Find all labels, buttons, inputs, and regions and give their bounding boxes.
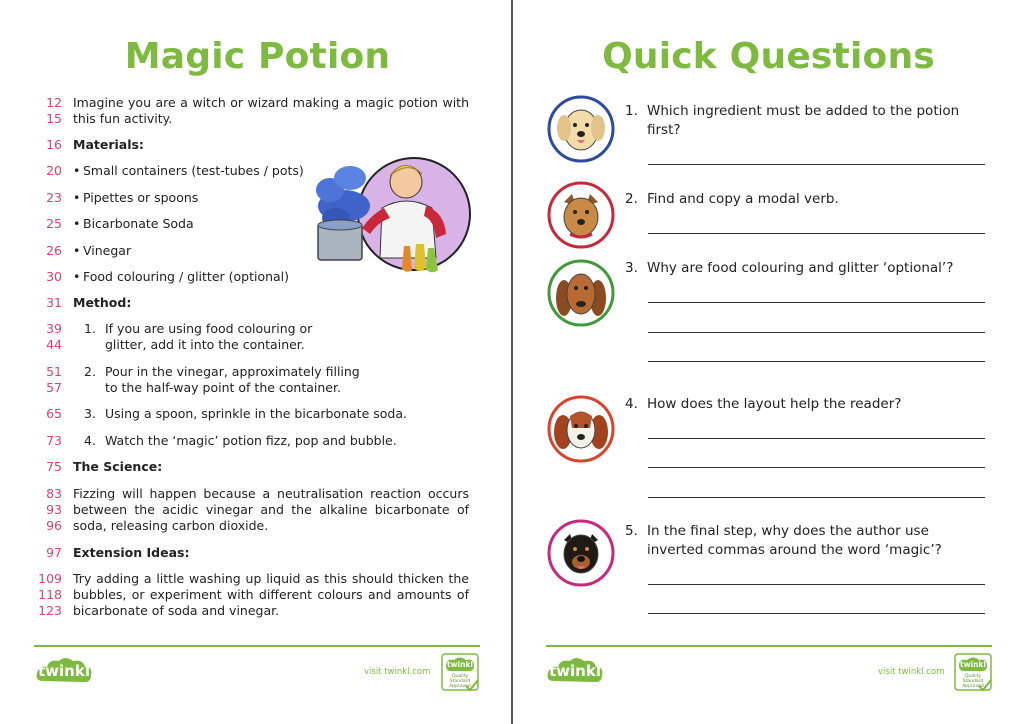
badge-brand: twinkl bbox=[447, 660, 473, 669]
step-number: 1. bbox=[84, 321, 96, 336]
question-text: How does the layout help the reader? bbox=[647, 396, 902, 412]
quality-badge bbox=[440, 652, 480, 692]
question-text: Which ingredient must be added to the potion first? bbox=[647, 103, 960, 138]
answer-line[interactable] bbox=[648, 164, 985, 165]
line-number: 65 bbox=[46, 406, 62, 421]
badge-text: Quality Standard Approved bbox=[962, 674, 984, 689]
line-number: 30 bbox=[46, 269, 62, 284]
science-text: Fizzing will happen because a neutralisation reaction occurs between the acidic vinegar and the alkaline bicarbonate of soda, releasing carbon dioxide. bbox=[73, 486, 469, 533]
spaniel-icon bbox=[546, 394, 616, 464]
answer-line[interactable] bbox=[648, 613, 985, 614]
step-number: 4. bbox=[84, 433, 96, 448]
answer-line[interactable] bbox=[648, 438, 985, 439]
answer-line[interactable] bbox=[648, 233, 985, 234]
step-text: If you are using food colouring or glitter, add it into the container. bbox=[105, 321, 313, 352]
footer-divider bbox=[546, 645, 992, 647]
line-number: 25 bbox=[46, 216, 62, 231]
visit-link[interactable]: visit twinkl.com bbox=[878, 667, 945, 677]
intro-text: Imagine you are a witch or wizard making a magic potion with this fun activity. bbox=[73, 95, 469, 126]
line-number: 15 bbox=[46, 111, 62, 126]
logo-text: twinkl bbox=[38, 662, 90, 680]
line-number: 118 bbox=[38, 587, 62, 602]
potion-illustration bbox=[314, 148, 474, 280]
line-number: 73 bbox=[46, 433, 62, 448]
answer-line[interactable] bbox=[648, 302, 985, 303]
material-item: • Bicarbonate Soda bbox=[73, 216, 194, 232]
step-number: 2. bbox=[84, 364, 96, 379]
answer-line[interactable] bbox=[648, 584, 985, 585]
badge-text: Quality Standard Approved bbox=[449, 674, 471, 689]
question-text: Why are food colouring and glitter ‘optional’? bbox=[647, 260, 954, 276]
answer-line[interactable] bbox=[648, 467, 985, 468]
step-text: Using a spoon, sprinkle in the bicarbonate soda. bbox=[105, 406, 407, 421]
line-number: 39 bbox=[46, 321, 62, 336]
answer-line[interactable] bbox=[648, 497, 985, 498]
terrier-icon bbox=[546, 180, 616, 250]
material-item: • Small containers (test-tubes / pots) bbox=[73, 163, 304, 179]
material-item: • Food colouring / glitter (optional) bbox=[73, 269, 289, 285]
twinkl-logo[interactable] bbox=[35, 655, 93, 687]
page-title: Magic Potion bbox=[124, 36, 391, 77]
rottweiler-icon bbox=[546, 518, 616, 588]
line-number: 57 bbox=[46, 380, 62, 395]
extension-heading: Extension Ideas: bbox=[73, 545, 190, 560]
line-number: 51 bbox=[46, 364, 62, 379]
twinkl-logo[interactable] bbox=[546, 655, 604, 687]
line-number: 20 bbox=[46, 163, 62, 178]
step-text: Pour in the vinegar, approximately filling to the half-way point of the container. bbox=[105, 364, 360, 395]
question-number: 2. bbox=[625, 191, 638, 207]
line-number: 97 bbox=[46, 545, 62, 560]
logo-text: twinkl bbox=[549, 662, 601, 680]
question-number: 5. bbox=[625, 523, 638, 539]
line-number: 16 bbox=[46, 137, 62, 152]
material-item: • Pipettes or spoons bbox=[73, 190, 198, 206]
step-text: Watch the ‘magic’ potion fizz, pop and bubble. bbox=[105, 433, 397, 448]
line-number: 123 bbox=[38, 603, 62, 618]
page-title: Quick Questions bbox=[602, 36, 935, 77]
question-text: In the final step, why does the author use inverted commas around the word ‘magic’? bbox=[647, 523, 942, 558]
golden-retriever-icon bbox=[546, 94, 616, 164]
line-number: 93 bbox=[46, 502, 62, 517]
line-number: 109 bbox=[38, 571, 62, 586]
line-number: 12 bbox=[46, 95, 62, 110]
line-number: 23 bbox=[46, 190, 62, 205]
bloodhound-icon bbox=[546, 258, 616, 328]
science-heading: The Science: bbox=[73, 459, 163, 474]
line-number: 31 bbox=[46, 295, 62, 310]
left-page bbox=[0, 0, 511, 724]
line-number: 44 bbox=[46, 337, 62, 352]
visit-link[interactable]: visit twinkl.com bbox=[364, 667, 431, 677]
question-text: Find and copy a modal verb. bbox=[647, 191, 839, 207]
badge-brand: twinkl bbox=[960, 660, 986, 669]
footer-divider bbox=[34, 645, 480, 647]
right-page bbox=[513, 0, 1024, 724]
line-number: 83 bbox=[46, 486, 62, 501]
question-number: 4. bbox=[625, 396, 638, 412]
line-number: 75 bbox=[46, 459, 62, 474]
method-heading: Method: bbox=[73, 295, 132, 310]
question-number: 3. bbox=[625, 260, 638, 276]
question-number: 1. bbox=[625, 103, 638, 119]
step-number: 3. bbox=[84, 406, 96, 421]
answer-line[interactable] bbox=[648, 361, 985, 362]
line-number: 26 bbox=[46, 243, 62, 258]
material-item: • Vinegar bbox=[73, 243, 131, 259]
answer-line[interactable] bbox=[648, 332, 985, 333]
materials-heading: Materials: bbox=[73, 137, 144, 152]
extension-text: Try adding a little washing up liquid as this should thicken the bubbles, or experiment with different colours and amounts of bicarbonate of soda and vinegar. bbox=[73, 571, 469, 618]
line-number: 96 bbox=[46, 518, 62, 533]
quality-badge bbox=[953, 652, 993, 692]
